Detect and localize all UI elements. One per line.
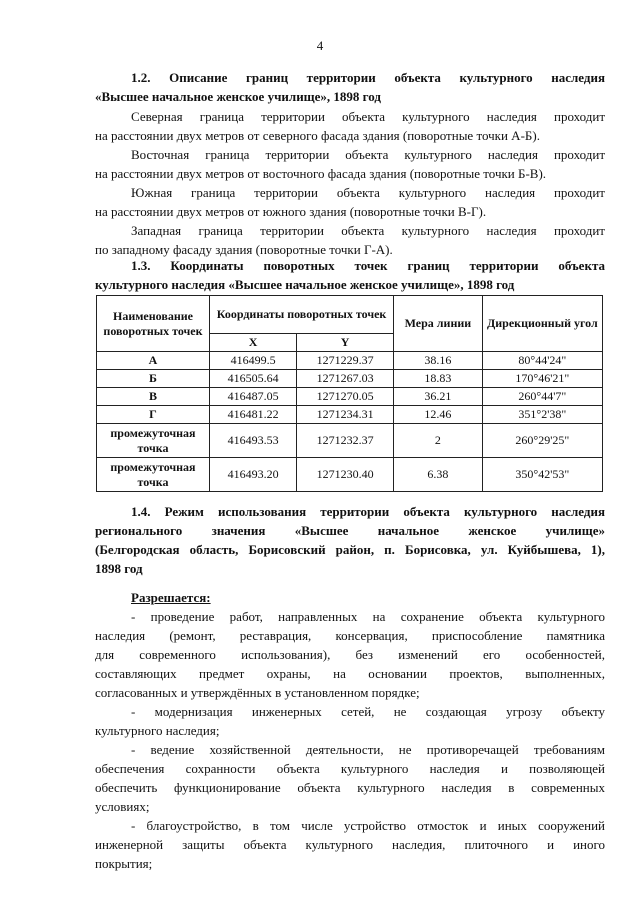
east-border-text: Восточная граница территории объекта культурного наследия проходит xyxy=(131,147,605,162)
allowed-list xyxy=(95,607,605,873)
table-row: промежуточная точка 416493.20 1271230.40 6.38 350°42'53" xyxy=(97,458,603,492)
table-row: А 416499.5 1271229.37 38.16 80°44'24" xyxy=(97,352,603,370)
table-row: Б 416505.64 1271267.03 18.83 170°46'21" xyxy=(97,370,603,388)
table-row: Г 416481.22 1271234.31 12.46 351°2'38" xyxy=(97,406,603,424)
section-1-2-body: Северная граница территории объекта культурного наследия проходит на расстоянии двух метров от северного фасада здания (поворотные точки А-Б). Восточная граница территории объекта культурного наследия проходит на расстоянии двух метров от восточного фасада здания (поворотные точки Б-В). Южная граница территории объекта культурного наследия проходит на расстоянии двух метров от южного здания (поворотные точки В-Г). Западная граница территории объекта культурного наследия проходит по западному фасаду здания (поворотные точки Г-А). xyxy=(95,109,605,257)
col-x-header: X xyxy=(209,334,296,352)
page-number: 4 xyxy=(316,38,324,53)
col-measure-header: Мера линии xyxy=(394,296,483,352)
col-direction-header: Дирекционный угол xyxy=(482,296,602,352)
coordinates-table xyxy=(96,295,603,492)
allowed-heading: Разрешается: xyxy=(131,590,211,605)
list-item: - ведение хозяйственной деятельности, не противоречащей требованиям обеспечения сохранности объекта культурного наследия и позволяющей обеспечить функционирование объекта культурного наследия в современных условиях; xyxy=(95,742,605,814)
west-border-text: Западная граница территории объекта культурного наследия проходит xyxy=(131,223,605,238)
list-item: - благоустройство, в том числе устройство отмосток и иных сооружений инженерной защиты объекта культурного наследия, плиточного и иного покрытия; xyxy=(95,818,605,871)
section-1-4-title: 1.4. Режим использования территории объекта культурного наследия регионального значения «Высшее начальное женское училище» (Белгородская область, Борисовский район, п. Борисовка, ул. Куйбышева, 1), 1898 год xyxy=(95,504,605,576)
section-1-2-title: 1.2. Описание границ территории объекта культурного наследия «Высшее начальное женское училище», 1898 год xyxy=(95,70,605,104)
section-1-3-title: 1.3. Координаты поворотных точек границ территории объекта культурного наследия «Высшее начальное женское училище», 1898 год xyxy=(95,258,605,292)
south-border-text: Южная граница территории объекта культурного наследия проходит xyxy=(131,185,605,200)
north-border-text: Северная граница территории объекта культурного наследия проходит xyxy=(131,109,605,124)
table-row: промежуточная точка 416493.53 1271232.37 2 260°29'25" xyxy=(97,424,603,458)
col-y-header: Y xyxy=(297,334,394,352)
list-item: - проведение работ, направленных на сохранение объекта культурного наследия (ремонт, реставрация, консервация, приспособление памятника для современного использования), без изменений его особенностей, составляющих предмет охраны, на основании проектов, выполненных, согласованных и утверждённых в установленном порядке; xyxy=(95,609,605,700)
col-name-header: Наименование поворотных точек xyxy=(97,296,210,352)
col-coords-header: Координаты поворотных точек xyxy=(209,296,393,334)
list-item: - модернизация инженерных сетей, не создающая угрозу объекту культурного наследия; xyxy=(95,704,605,738)
table-row: В 416487.05 1271270.05 36.21 260°44'7" xyxy=(97,388,603,406)
